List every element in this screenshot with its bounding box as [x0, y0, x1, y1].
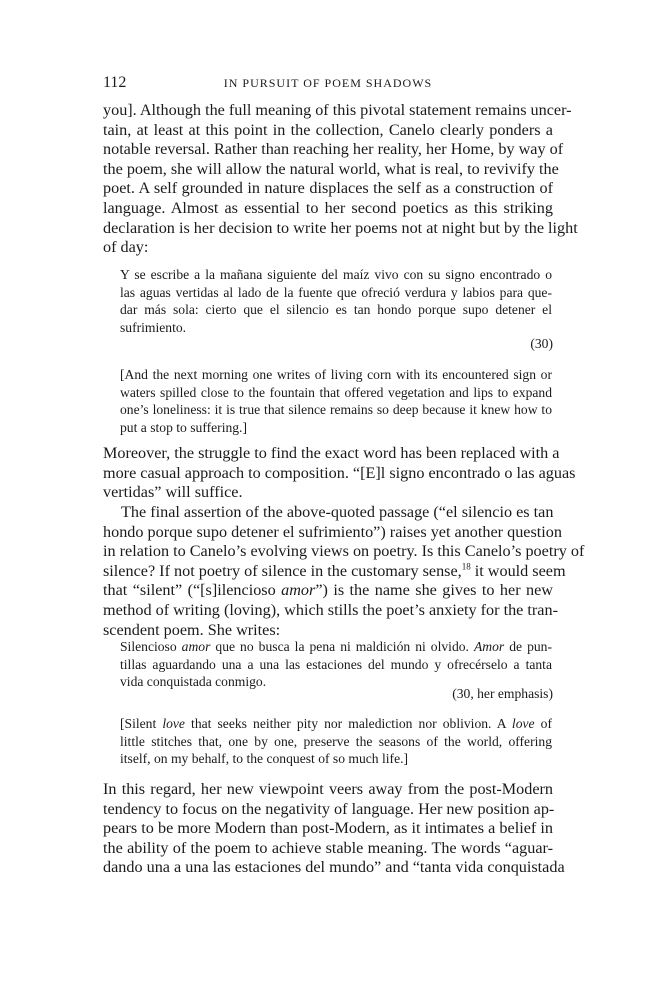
text-line: of day: — [103, 238, 149, 257]
text-line: poet. A self grounded in nature displaces the self as a construction of — [103, 179, 553, 198]
quote-line: put a stop to suffering.] — [120, 419, 247, 435]
text-line: notable reversal. Rather than reaching her reality, her Home, by way of — [103, 140, 564, 159]
text-line: tain, at least at this point in the collection, Canelo clearly ponders a — [103, 120, 553, 139]
text-line: tendency to focus on the negativity of language. Her new position ap- — [103, 799, 555, 818]
page-header — [103, 74, 553, 96]
italic-term: amor — [281, 581, 316, 600]
quote-line: itself, on my behalf, to the conquest of so much life.] — [120, 751, 409, 767]
text-line: you]. Although the full meaning of this pivotal statement remains uncer- — [103, 101, 572, 119]
quote-line: waters spilled close to the fountain that offered vegetation and lips to expand — [120, 384, 552, 400]
quote-line — [120, 638, 552, 656]
quote-line: one’s loneliness: it is true that silence remains so deep because it knew how to — [120, 402, 552, 418]
text-line: In this regard, her new viewpoint veers away from the post-Modern — [103, 780, 553, 798]
text-line: the ability of the poem to achieve stable meaning. The words “aguar- — [103, 838, 553, 857]
text-line — [103, 581, 553, 601]
quote-line — [120, 715, 552, 733]
text-line: The final assertion of the above-quoted passage (“el silencio es tan — [121, 503, 554, 521]
text-line: pears to be more Modern than post-Modern, as it intimates a belief in — [103, 819, 553, 838]
block-quote-spanish-1 — [120, 266, 552, 336]
quote-line: dar más sola: cierto que el silencio es tan hondo porque supo detener el — [120, 302, 552, 318]
text-fragment: it would seem — [470, 561, 566, 580]
quote-line: sufrimiento. — [120, 319, 187, 335]
text-line: in relation to Canelo’s evolving views on poetry. Is this Canelo’s poetry of — [103, 542, 585, 561]
text-line: language. Almost as essential to her second poetics as this striking — [103, 198, 553, 217]
text-fragment: ”) is the name she gives to her new — [315, 581, 553, 600]
citation-2: (30, her emphasis) — [452, 686, 553, 701]
italic-term: love — [511, 716, 535, 731]
text-fragment: silence? If not poetry of silence in the customary sense, — [103, 561, 462, 580]
quote-line: vida conquistada conmigo. — [120, 674, 267, 690]
text-line: more casual approach to composition. “[E]l signo encontrado o las aguas — [103, 463, 576, 482]
text-line: Moreover, the struggle to find the exact word has been replaced with a — [103, 444, 560, 462]
text-line: vertidas” will suffice. — [103, 483, 243, 502]
block-quote-translation-2 — [120, 715, 552, 768]
text-fragment: that seeks neither pity nor malediction nor oblivion. A — [184, 716, 512, 731]
page-number: 112 — [103, 74, 127, 91]
quote-line: tillas aguardando una a una las estaciones del mundo y ofrecérselo a tanta — [120, 656, 552, 672]
paragraph-2 — [103, 444, 576, 503]
paragraph-4 — [103, 780, 565, 878]
quote-line: little stitches that, one by one, preserve the seasons of the world, offering — [120, 733, 552, 749]
text-fragment: que no busca la pena ni maldición ni olvido. — [210, 639, 474, 654]
text-line — [103, 561, 566, 582]
text-fragment: de pun- — [504, 639, 552, 654]
text-line: scendent poem. She writes: — [103, 620, 281, 639]
quote-line: [And the next morning one writes of living corn with its encountered sign or — [120, 367, 552, 382]
text-line: method of writing (loving), which stills the poet’s anxiety for the tran- — [103, 600, 558, 619]
text-fragment: Silencioso — [120, 639, 182, 654]
citation-1: (30) — [530, 336, 553, 351]
text-fragment: of — [534, 716, 552, 731]
quote-line: Y se escribe a la mañana siguiente del maíz vivo con su signo encontrado o — [120, 267, 552, 282]
text-line: dando una a una las estaciones del mundo” and “tanta vida conquistada — [103, 858, 565, 877]
footnote-marker: 18 — [461, 561, 471, 572]
quote-line: las aguas vertidas al lado de la fuente que ofreció verdura y labios para que- — [120, 284, 552, 300]
italic-term: Amor — [473, 639, 505, 654]
italic-term: amor — [181, 639, 211, 654]
paragraph-1 — [103, 101, 578, 258]
text-line: hondo porque supo detener el sufrimiento”) raises yet another question — [103, 522, 562, 541]
paragraph-3 — [103, 503, 585, 640]
text-line: declaration is her decision to write her poems not at night but by the light — [103, 218, 578, 237]
running-head: IN PURSUIT OF POEM SHADOWS — [223, 76, 433, 90]
text-line: the poem, she will allow the natural world, what is real, to revivify the — [103, 159, 559, 178]
text-fragment: [Silent — [120, 716, 163, 731]
italic-term: love — [162, 716, 185, 731]
block-quote-translation-1 — [120, 366, 552, 436]
block-quote-spanish-2 — [120, 638, 552, 691]
text-fragment: that “silent” (“[s]ilencioso — [103, 581, 282, 600]
